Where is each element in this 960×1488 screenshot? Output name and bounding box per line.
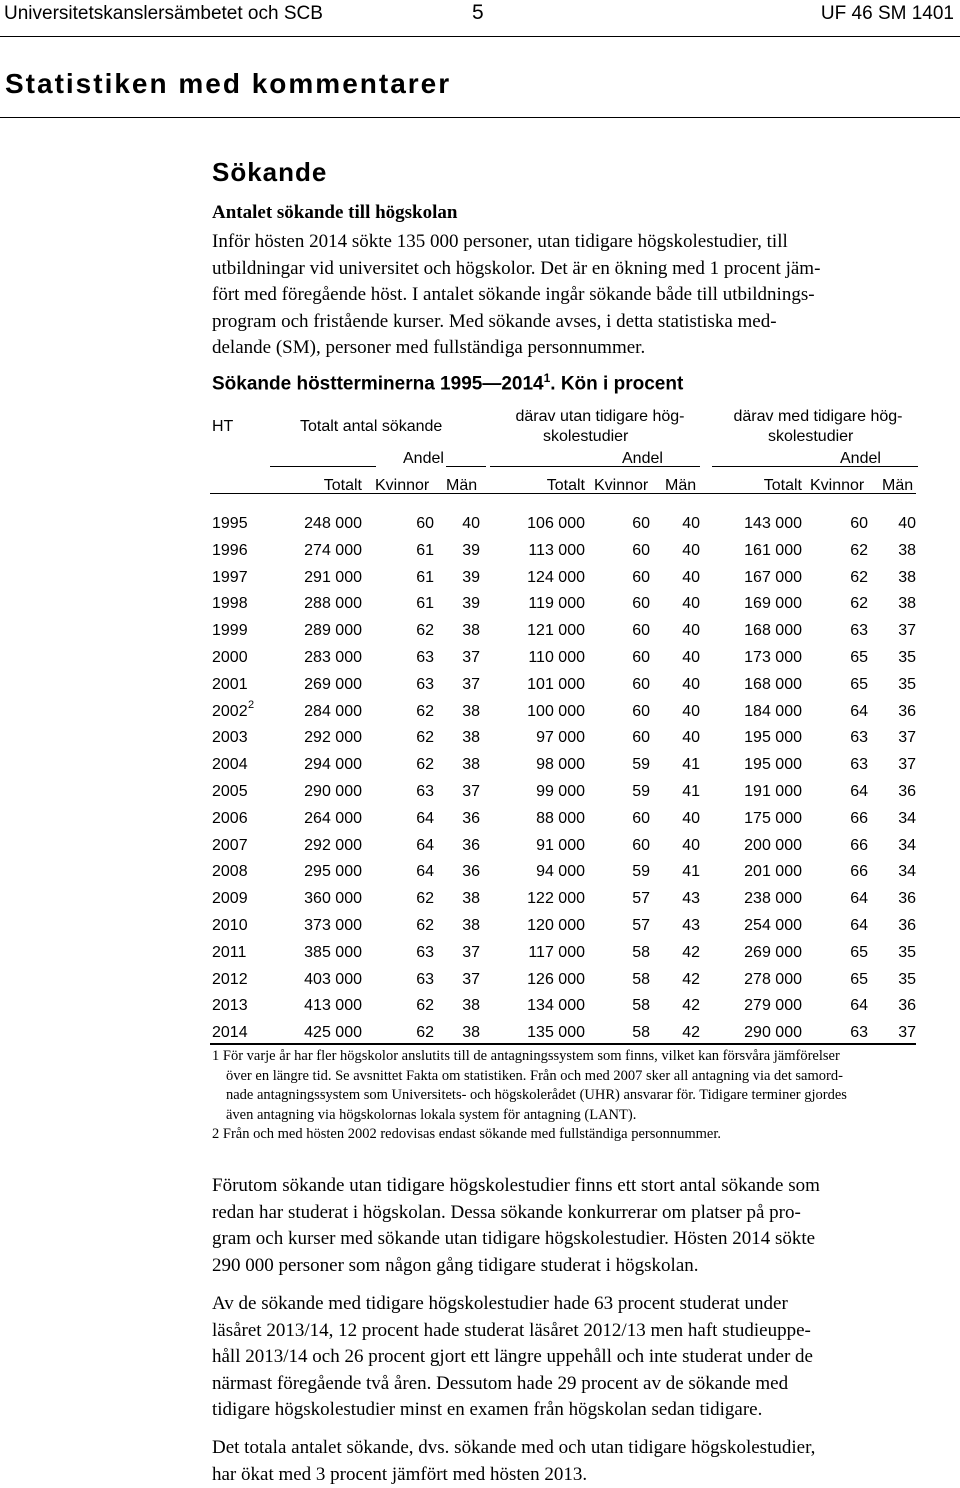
- andel-label-3: Andel: [840, 450, 881, 467]
- row-year: 2007: [212, 836, 248, 854]
- cell-t3: 200 000: [744, 836, 802, 854]
- row-year: 1996: [212, 541, 248, 559]
- cell-m3: 36: [898, 917, 916, 934]
- cell-k2: 60: [632, 622, 650, 640]
- cell-m1: 37: [462, 675, 480, 693]
- cell-m3: 36: [898, 702, 916, 720]
- cell-t3: 279 000: [744, 997, 802, 1015]
- footnote-1-line: 1 För varje år har fler högskolor anslutits till de antagningssystem som finns, vilket kan försvåra jämförelser: [212, 1048, 840, 1064]
- row-year: 2000: [212, 649, 248, 666]
- footnote-1-line: även antagning via högskolornas lokala system för antagning (LANT).: [226, 1106, 637, 1123]
- cell-t1: 274 000: [304, 541, 362, 559]
- cell-t2: 124 000: [527, 568, 585, 586]
- page-title: Statistiken med kommentarer: [5, 68, 452, 99]
- cell-m2: 41: [682, 756, 700, 774]
- section-title: Sökande: [212, 157, 328, 187]
- cell-k3: 64: [850, 917, 868, 934]
- cell-m1: 38: [462, 997, 480, 1015]
- cell-m3: 37: [898, 622, 916, 640]
- paragraph-line: tidigare högskolestudier minst en examen från högskolan sedan tidigare.: [212, 1399, 763, 1420]
- col-ht: HT: [212, 418, 234, 435]
- cell-k1: 62: [416, 702, 434, 720]
- cell-t3: 161 000: [744, 541, 802, 559]
- paragraph-line: Av de sökande med tidigare högskolestudier hade 63 procent studerat under: [212, 1293, 788, 1314]
- cell-m3: 40: [898, 515, 916, 532]
- group-with-prior-studies-2: skolestudier: [768, 428, 854, 445]
- cell-t3: 143 000: [744, 515, 802, 532]
- cell-m2: 41: [682, 863, 700, 881]
- cell-m2: 40: [682, 649, 700, 666]
- cell-t2: 88 000: [536, 809, 585, 827]
- cell-t1: 283 000: [304, 649, 362, 666]
- sub-man-1: Män: [446, 477, 478, 494]
- cell-k1: 60: [416, 515, 434, 532]
- cell-k1: 61: [416, 541, 434, 559]
- cell-k2: 60: [632, 809, 650, 827]
- row-year: 2003: [212, 729, 248, 747]
- row-year: 2004: [212, 756, 248, 774]
- cell-m1: 37: [462, 649, 480, 666]
- cell-m3: 36: [898, 997, 916, 1015]
- cell-m2: 40: [682, 622, 700, 640]
- paragraph-line: 290 000 personer som någon gång tidigare studerat i högskolan.: [212, 1254, 699, 1276]
- cell-m2: 40: [682, 515, 700, 532]
- cell-m3: 35: [898, 970, 916, 988]
- table-row: [0, 837, 960, 864]
- cell-k2: 60: [632, 541, 650, 559]
- header-right: UF 46 SM 1401: [820, 3, 954, 24]
- cell-t3: 173 000: [744, 649, 802, 666]
- row-year: 2012: [212, 970, 248, 988]
- intro-line: Inför hösten 2014 sökte 135 000 personer, utan tidigare högskolestudier, till: [212, 231, 788, 252]
- cell-t1: 425 000: [304, 1024, 362, 1042]
- paragraph-3: [212, 1291, 957, 1424]
- sub-totalt-2: Totalt: [546, 477, 585, 494]
- cell-m3: 35: [898, 649, 916, 666]
- table-row: [0, 997, 960, 1024]
- cell-t1: 288 000: [304, 595, 362, 613]
- cell-t1: 290 000: [304, 783, 362, 800]
- table-row: [0, 810, 960, 837]
- table-row: [0, 542, 960, 569]
- cell-k3: 64: [850, 997, 868, 1015]
- row-year: 2006: [212, 809, 248, 827]
- cell-k2: 59: [632, 863, 650, 881]
- cell-k3: 65: [850, 943, 868, 961]
- cell-k2: 60: [632, 675, 650, 693]
- sub-man-2: Män: [665, 477, 697, 494]
- paragraph-line: närmast föregående två åren. Dessutom hade 29 procent av de sökande med: [212, 1372, 789, 1394]
- table-row: [0, 622, 960, 649]
- group-without-prior-studies-1: därav utan tidigare hög-: [515, 408, 685, 425]
- paragraph-line: redan har studerat i högskolan. Dessa sökande konkurrerar om platser på pro-: [212, 1201, 801, 1223]
- cell-t2: 94 000: [536, 863, 585, 881]
- cell-m3: 34: [898, 836, 916, 854]
- cell-t2: 101 000: [527, 675, 585, 693]
- cell-m1: 38: [462, 1024, 480, 1042]
- cell-m2: 42: [682, 1024, 700, 1042]
- sub-totalt-3: Totalt: [763, 477, 802, 494]
- table-row: [0, 917, 960, 944]
- row-year: 2005: [212, 783, 248, 800]
- cell-k3: 64: [850, 890, 868, 908]
- cell-m2: 40: [682, 541, 700, 559]
- cell-t3: 195 000: [744, 729, 802, 747]
- paragraph-line: gram och kurser med sökande utan tidigare högskolestudier. Hösten 2014 sökte: [212, 1228, 816, 1249]
- cell-k1: 63: [416, 970, 434, 988]
- paragraph-line: läsåret 2013/14, 12 procent hade studerat läsåret 2012/13 men haft studieuppe-: [212, 1319, 811, 1341]
- cell-k2: 60: [632, 729, 650, 747]
- cell-t2: 135 000: [527, 1024, 585, 1042]
- paragraph-2: [212, 1173, 957, 1279]
- cell-k3: 62: [850, 568, 868, 586]
- cell-k1: 63: [416, 649, 434, 666]
- cell-t2: 110 000: [528, 649, 585, 666]
- row-year: 2013: [212, 997, 248, 1015]
- group3-rule: [712, 466, 918, 467]
- cell-m2: 42: [682, 943, 700, 961]
- cell-t1: 360 000: [304, 890, 362, 908]
- cell-k2: 58: [632, 943, 650, 961]
- cell-m2: 40: [682, 702, 700, 720]
- paragraph-line: har ökat med 3 procent jämfört med hösten 2013.: [212, 1463, 588, 1485]
- cell-t1: 294 000: [304, 756, 362, 774]
- cell-k1: 61: [416, 595, 434, 613]
- cell-t2: 97 000: [536, 729, 585, 747]
- cell-t2: 98 000: [536, 756, 585, 774]
- cell-m1: 40: [462, 515, 480, 532]
- cell-m3: 37: [898, 756, 916, 774]
- cell-k3: 63: [850, 756, 868, 774]
- header-bottom-rule: [210, 493, 916, 494]
- cell-m3: 36: [898, 783, 916, 800]
- cell-m3: 35: [898, 675, 916, 693]
- cell-m1: 39: [462, 595, 480, 613]
- table-row: [0, 729, 960, 756]
- intro-line: utbildningar vid universitet och högskolor. Det är en ökning med 1 procent jäm-: [212, 257, 821, 279]
- header-left: Universitetskanslersämbetet och SCB: [4, 3, 323, 24]
- cell-t1: 289 000: [304, 622, 362, 640]
- row-year: 2011: [212, 943, 247, 961]
- cell-m1: 38: [462, 729, 480, 747]
- cell-t1: 291 000: [304, 568, 362, 586]
- intro-line: fört med föregående höst. I antalet sökande ingår sökande både till utbildnings-: [212, 284, 815, 305]
- cell-k2: 60: [632, 702, 650, 720]
- cell-t2: 122 000: [527, 890, 585, 908]
- sub-kvinnor-2: Kvinnor: [594, 477, 649, 494]
- cell-t2: 99 000: [536, 783, 585, 800]
- row-year: 1995: [212, 515, 248, 532]
- cell-k1: 62: [416, 1024, 434, 1042]
- cell-t2: 134 000: [527, 997, 585, 1015]
- cell-k1: 62: [416, 729, 434, 747]
- footnote-1-line: över en längre tid. Se avsnittet Fakta om statistiken. Från och med 2007 sker all antagning via det samord-: [226, 1067, 843, 1084]
- cell-t2: 119 000: [528, 595, 585, 613]
- intro-line: delande (SM), personer med fullständiga personnummer.: [212, 337, 646, 358]
- table-row: [0, 676, 960, 703]
- cell-k2: 60: [632, 568, 650, 586]
- table-row: [0, 890, 960, 917]
- cell-m3: 38: [898, 568, 916, 586]
- cell-k3: 66: [850, 863, 868, 881]
- cell-t2: 91 000: [536, 836, 585, 854]
- cell-k3: 65: [850, 970, 868, 988]
- row-year: 2009: [212, 890, 248, 908]
- cell-t3: 184 000: [744, 702, 802, 720]
- cell-m3: 38: [898, 541, 916, 559]
- andel-label-2: Andel: [622, 450, 663, 467]
- cell-t1: 284 000: [304, 702, 362, 720]
- cell-t3: 278 000: [744, 970, 802, 988]
- cell-t3: 191 000: [744, 783, 802, 800]
- table-row: [0, 971, 960, 998]
- cell-k1: 61: [416, 568, 434, 586]
- cell-t2: 113 000: [528, 541, 585, 559]
- cell-m2: 42: [682, 997, 700, 1015]
- table-row: [0, 569, 960, 596]
- cell-m1: 37: [462, 783, 480, 800]
- cell-m1: 36: [462, 836, 480, 854]
- table-bottom-rule: [210, 1043, 916, 1045]
- cell-t3: 167 000: [744, 568, 802, 586]
- sub-totalt-1: Totalt: [323, 477, 362, 494]
- table-row: [0, 944, 960, 971]
- cell-k3: 62: [850, 541, 868, 559]
- cell-m3: 36: [898, 890, 916, 908]
- cell-k3: 63: [850, 1024, 868, 1042]
- cell-m1: 36: [462, 863, 480, 881]
- cell-t3: 175 000: [744, 809, 802, 827]
- cell-m3: 34: [898, 809, 916, 827]
- cell-m3: 37: [898, 1024, 916, 1042]
- cell-t1: 403 000: [304, 970, 362, 988]
- cell-t3: 201 000: [744, 863, 802, 881]
- cell-k2: 58: [632, 970, 650, 988]
- cell-t2: 126 000: [527, 970, 585, 988]
- cell-t1: 269 000: [304, 675, 362, 693]
- intro-line: program och fristående kurser. Med sökande avses, i detta statistiska med-: [212, 310, 777, 332]
- cell-t1: 292 000: [304, 729, 362, 747]
- andel-gap-1: [376, 466, 446, 467]
- cell-t2: 120 000: [527, 917, 585, 934]
- table-row: [0, 515, 960, 542]
- footnote-1-line: nade antagningssystem som Universitets- och högskolerådet (UHR) ansvarar för. Tidigare terminer gjordes: [226, 1087, 847, 1104]
- year-footnote-ref: 2: [248, 698, 255, 711]
- cell-t3: 269 000: [744, 943, 802, 961]
- cell-m2: 40: [682, 568, 700, 586]
- cell-m2: 40: [682, 836, 700, 854]
- cell-m1: 37: [462, 943, 480, 961]
- row-year: 2002: [212, 702, 248, 720]
- cell-k3: 66: [850, 836, 868, 854]
- cell-t3: 290 000: [744, 1024, 802, 1042]
- row-year: 1999: [212, 622, 248, 640]
- cell-k1: 62: [416, 756, 434, 774]
- cell-m1: 37: [462, 970, 480, 988]
- table-row: [0, 698, 960, 730]
- cell-m2: 40: [682, 729, 700, 747]
- paragraph-line: Förutom sökande utan tidigare högskolestudier finns ett stort antal sökande som: [212, 1175, 820, 1196]
- cell-m1: 39: [462, 541, 480, 559]
- cell-k1: 62: [416, 917, 434, 934]
- cell-t3: 195 000: [744, 756, 802, 774]
- cell-k2: 60: [632, 515, 650, 532]
- cell-t1: 413 000: [304, 997, 362, 1015]
- sub-kvinnor-3: Kvinnor: [810, 477, 865, 494]
- cell-k2: 60: [632, 595, 650, 613]
- paragraph-4: [212, 1435, 957, 1488]
- group-with-prior-studies-1: därav med tidigare hög-: [733, 408, 903, 425]
- cell-m1: 38: [462, 917, 480, 934]
- paragraph-line: håll 2013/14 och 26 procent gjort ett längre uppehåll och inte studerat under de: [212, 1346, 813, 1367]
- paragraph-line: Det totala antalet sökande, dvs. sökande med och utan tidigare högskolestudier,: [212, 1437, 816, 1458]
- cell-m2: 40: [682, 595, 700, 613]
- cell-m1: 38: [462, 890, 480, 908]
- cell-m3: 37: [898, 729, 916, 747]
- page-number: 5: [472, 1, 484, 24]
- table-row: [0, 649, 960, 676]
- cell-k2: 60: [632, 836, 650, 854]
- cell-k3: 63: [850, 729, 868, 747]
- cell-t2: 117 000: [528, 943, 585, 961]
- andel-label-1: Andel: [403, 450, 444, 467]
- cell-k3: 64: [850, 783, 868, 800]
- cell-k2: 59: [632, 756, 650, 774]
- cell-k1: 64: [416, 836, 434, 854]
- cell-m2: 43: [682, 917, 700, 934]
- cell-k1: 64: [416, 863, 434, 881]
- cell-m2: 41: [682, 783, 700, 800]
- cell-t3: 168 000: [744, 622, 802, 640]
- cell-t1: 264 000: [304, 809, 362, 827]
- cell-m1: 36: [462, 809, 480, 827]
- cell-m2: 40: [682, 809, 700, 827]
- cell-k1: 62: [416, 997, 434, 1015]
- row-year: 2014: [212, 1024, 248, 1042]
- sub-kvinnor-1: Kvinnor: [375, 477, 430, 494]
- cell-k3: 66: [850, 809, 868, 827]
- cell-t2: 106 000: [527, 515, 585, 532]
- row-year: 2008: [212, 863, 248, 881]
- cell-t1: 295 000: [304, 863, 362, 881]
- cell-k2: 58: [632, 997, 650, 1015]
- cell-k2: 57: [632, 917, 650, 934]
- cell-k3: 64: [850, 702, 868, 720]
- cell-m1: 38: [462, 622, 480, 640]
- table-row: [0, 595, 960, 622]
- row-year: 2001: [212, 675, 248, 693]
- cell-k1: 63: [416, 783, 434, 800]
- footnotes: [212, 1047, 960, 1145]
- sub-man-3: Män: [882, 477, 914, 494]
- group-without-prior-studies-2: skolestudier: [543, 428, 629, 445]
- cell-t3: 238 000: [744, 890, 802, 908]
- cell-m2: 40: [682, 675, 700, 693]
- row-year: 1998: [212, 595, 248, 613]
- cell-m3: 38: [898, 595, 916, 613]
- cell-t2: 100 000: [527, 702, 585, 720]
- table-title-footnote-ref: 1: [543, 371, 551, 385]
- row-year: 1997: [212, 568, 248, 586]
- cell-t1: 248 000: [304, 515, 362, 532]
- cell-k1: 64: [416, 809, 434, 827]
- cell-t1: 385 000: [304, 943, 362, 961]
- cell-m1: 38: [462, 756, 480, 774]
- cell-t1: 373 000: [304, 917, 362, 934]
- cell-k1: 63: [416, 943, 434, 961]
- cell-k3: 60: [850, 515, 868, 532]
- cell-k1: 62: [416, 890, 434, 908]
- table-row: [0, 756, 960, 783]
- cell-k2: 58: [632, 1024, 650, 1042]
- cell-k1: 62: [416, 622, 434, 640]
- cell-k2: 60: [632, 649, 650, 666]
- section-subheading: Antalet sökande till högskolan: [212, 202, 458, 223]
- group2-rule: [490, 466, 700, 467]
- cell-k3: 65: [850, 675, 868, 693]
- cell-k1: 63: [416, 675, 434, 693]
- table-row: [0, 783, 960, 810]
- cell-m3: 35: [898, 943, 916, 961]
- cell-k2: 57: [632, 890, 650, 908]
- row-year: 2010: [212, 917, 248, 934]
- cell-m2: 42: [682, 970, 700, 988]
- cell-k3: 63: [850, 622, 868, 640]
- cell-k2: 59: [632, 783, 650, 800]
- cell-t3: 169 000: [744, 595, 802, 613]
- table-title: Sökande höstterminerna 1995—2014$^1$. Kön i procent: [212, 371, 684, 395]
- cell-m1: 39: [462, 568, 480, 586]
- table-row: [0, 863, 960, 890]
- cell-t3: 254 000: [744, 917, 802, 934]
- cell-m1: 38: [462, 702, 480, 720]
- cell-t1: 292 000: [304, 836, 362, 854]
- cell-t3: 168 000: [744, 675, 802, 693]
- cell-m3: 34: [898, 863, 916, 881]
- footnote-2: 2 Från och med hösten 2002 redovisas endast sökande med fullständiga personnummer.: [212, 1126, 722, 1143]
- cell-k3: 62: [850, 595, 868, 613]
- group-total-applicants: Totalt antal sökande: [300, 418, 443, 435]
- cell-t2: 121 000: [527, 622, 585, 640]
- cell-k3: 65: [850, 649, 868, 666]
- cell-m2: 43: [682, 890, 700, 908]
